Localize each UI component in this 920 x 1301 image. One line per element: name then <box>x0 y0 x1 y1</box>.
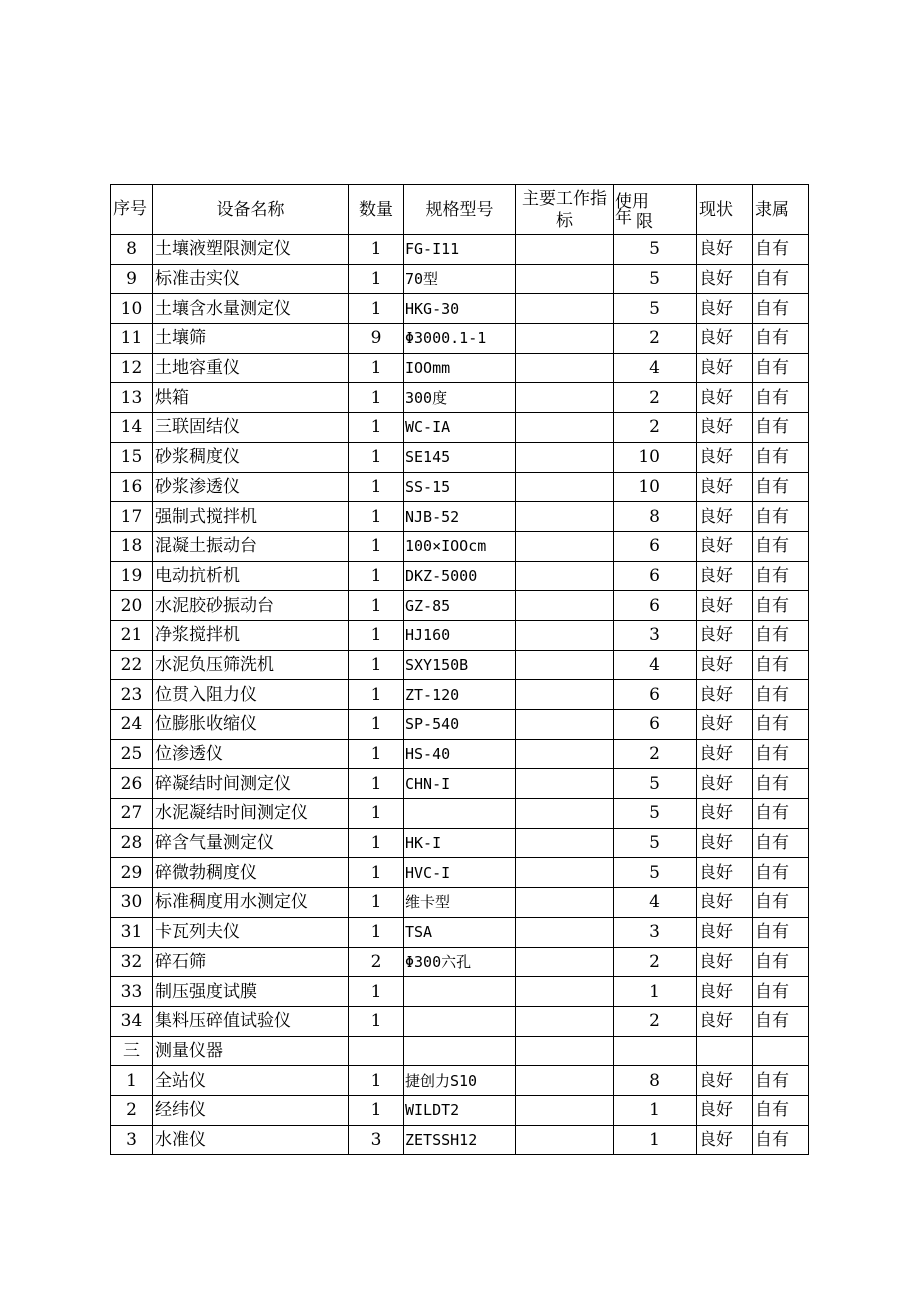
table-row <box>111 413 809 443</box>
cell-owner: 自有 <box>753 531 809 561</box>
cell-name: 标准稠度用水测定仪 <box>153 888 349 918</box>
cell-model: 捷创力S10 <box>404 1066 516 1096</box>
cell-years: 10 <box>614 472 697 502</box>
cell-status: 良好 <box>697 472 753 502</box>
cell-main-work <box>516 561 614 591</box>
cell-qty: 1 <box>349 680 404 710</box>
cell-qty: 1 <box>349 620 404 650</box>
cell-qty: 1 <box>349 769 404 799</box>
cell-owner: 自有 <box>753 1006 809 1036</box>
cell-model <box>404 1006 516 1036</box>
cell-owner: 自有 <box>753 1095 809 1125</box>
cell-qty: 9 <box>349 324 404 354</box>
cell-model: Φ3000.1-1 <box>404 324 516 354</box>
header-no: 序号 <box>111 185 153 235</box>
cell-years: 1 <box>614 1125 697 1155</box>
cell-status: 良好 <box>697 264 753 294</box>
cell-years: 1 <box>614 1095 697 1125</box>
table-row <box>111 294 809 324</box>
cell-name: 测量仪器 <box>153 1036 349 1066</box>
cell-status: 良好 <box>697 1066 753 1096</box>
cell-model: HVC-I <box>404 858 516 888</box>
cell-owner: 自有 <box>753 739 809 769</box>
cell-no: 20 <box>111 591 153 621</box>
cell-main-work <box>516 977 614 1007</box>
cell-status: 良好 <box>697 561 753 591</box>
table-row <box>111 680 809 710</box>
table-row <box>111 1006 809 1036</box>
cell-name: 水泥负压筛洗机 <box>153 650 349 680</box>
cell-years: 2 <box>614 324 697 354</box>
cell-main-work <box>516 1095 614 1125</box>
cell-owner: 自有 <box>753 1066 809 1096</box>
table-row <box>111 947 809 977</box>
cell-status: 良好 <box>697 888 753 918</box>
cell-owner: 自有 <box>753 383 809 413</box>
cell-qty: 1 <box>349 442 404 472</box>
cell-qty: 1 <box>349 353 404 383</box>
cell-model: SXY150B <box>404 650 516 680</box>
cell-years: 5 <box>614 799 697 829</box>
cell-owner: 自有 <box>753 294 809 324</box>
cell-years: 6 <box>614 680 697 710</box>
cell-owner: 自有 <box>753 561 809 591</box>
cell-years: 5 <box>614 769 697 799</box>
table-row <box>111 977 809 1007</box>
cell-status: 良好 <box>697 531 753 561</box>
table-row <box>111 442 809 472</box>
cell-qty: 1 <box>349 264 404 294</box>
cell-owner: 自有 <box>753 828 809 858</box>
cell-status: 良好 <box>697 353 753 383</box>
table-row <box>111 531 809 561</box>
cell-no: 8 <box>111 235 153 265</box>
cell-no: 15 <box>111 442 153 472</box>
cell-main-work <box>516 769 614 799</box>
cell-qty: 1 <box>349 650 404 680</box>
cell-status: 良好 <box>697 710 753 740</box>
header-years-line2: 年 <box>615 207 632 228</box>
cell-qty: 1 <box>349 888 404 918</box>
cell-main-work <box>516 858 614 888</box>
table-row <box>111 620 809 650</box>
cell-no: 32 <box>111 947 153 977</box>
cell-main-work <box>516 472 614 502</box>
table-row <box>111 591 809 621</box>
cell-owner <box>753 1036 809 1066</box>
cell-owner: 自有 <box>753 977 809 1007</box>
cell-qty: 1 <box>349 858 404 888</box>
cell-name: 砂浆渗透仪 <box>153 472 349 502</box>
cell-qty: 1 <box>349 739 404 769</box>
cell-name: 碎石筛 <box>153 947 349 977</box>
cell-owner: 自有 <box>753 799 809 829</box>
cell-name: 三联固结仪 <box>153 413 349 443</box>
cell-years: 10 <box>614 442 697 472</box>
table-body <box>111 235 809 1155</box>
cell-years: 4 <box>614 650 697 680</box>
cell-owner: 自有 <box>753 591 809 621</box>
cell-status: 良好 <box>697 294 753 324</box>
cell-main-work <box>516 739 614 769</box>
cell-name: 位渗透仪 <box>153 739 349 769</box>
cell-years: 5 <box>614 828 697 858</box>
header-name: 设备名称 <box>153 185 349 235</box>
cell-main-work <box>516 264 614 294</box>
cell-name: 砂浆稠度仪 <box>153 442 349 472</box>
cell-owner: 自有 <box>753 888 809 918</box>
cell-name: 强制式搅拌机 <box>153 502 349 532</box>
header-main-work: 主要工作指标 <box>516 185 614 235</box>
cell-model <box>404 977 516 1007</box>
cell-no: 12 <box>111 353 153 383</box>
cell-model: WC-IA <box>404 413 516 443</box>
cell-status: 良好 <box>697 442 753 472</box>
table-row <box>111 739 809 769</box>
cell-name: 卡瓦列夫仪 <box>153 917 349 947</box>
cell-years: 5 <box>614 858 697 888</box>
cell-name: 碎含气量测定仪 <box>153 828 349 858</box>
cell-model: TSA <box>404 917 516 947</box>
table-row <box>111 1066 809 1096</box>
cell-qty: 1 <box>349 799 404 829</box>
cell-name: 土壤含水量测定仪 <box>153 294 349 324</box>
cell-main-work <box>516 1066 614 1096</box>
cell-model: 维卡型 <box>404 888 516 918</box>
cell-status: 良好 <box>697 769 753 799</box>
cell-qty: 1 <box>349 294 404 324</box>
table-row <box>111 383 809 413</box>
cell-model: WILDT2 <box>404 1095 516 1125</box>
cell-name: 碎凝结时间测定仪 <box>153 769 349 799</box>
equipment-table <box>110 184 809 1155</box>
cell-main-work <box>516 710 614 740</box>
header-years-line1: 使用 <box>615 191 649 212</box>
cell-status: 良好 <box>697 1125 753 1155</box>
cell-no: 26 <box>111 769 153 799</box>
cell-main-work <box>516 680 614 710</box>
cell-qty: 1 <box>349 502 404 532</box>
cell-status: 良好 <box>697 413 753 443</box>
header-status: 现状 <box>697 185 753 235</box>
cell-owner: 自有 <box>753 620 809 650</box>
header-model: 规格型号 <box>404 185 516 235</box>
cell-model: SE145 <box>404 442 516 472</box>
cell-years: 5 <box>614 294 697 324</box>
cell-main-work <box>516 235 614 265</box>
cell-no: 3 <box>111 1125 153 1155</box>
cell-model: GZ-85 <box>404 591 516 621</box>
header-owner: 隶属 <box>753 185 809 235</box>
cell-model: HKG-30 <box>404 294 516 324</box>
cell-model: FG-I11 <box>404 235 516 265</box>
cell-years: 6 <box>614 531 697 561</box>
table-row <box>111 858 809 888</box>
cell-model: HK-I <box>404 828 516 858</box>
cell-qty: 3 <box>349 1125 404 1155</box>
cell-main-work <box>516 650 614 680</box>
cell-no: 9 <box>111 264 153 294</box>
cell-years: 8 <box>614 1066 697 1096</box>
cell-no: 27 <box>111 799 153 829</box>
header-years-line3: 限 <box>636 211 653 232</box>
cell-status: 良好 <box>697 917 753 947</box>
cell-status: 良好 <box>697 502 753 532</box>
cell-status: 良好 <box>697 680 753 710</box>
cell-qty: 1 <box>349 710 404 740</box>
cell-main-work <box>516 799 614 829</box>
table-row <box>111 1036 809 1066</box>
cell-status: 良好 <box>697 591 753 621</box>
table-row <box>111 264 809 294</box>
cell-no: 16 <box>111 472 153 502</box>
cell-years: 2 <box>614 1006 697 1036</box>
cell-name: 水准仪 <box>153 1125 349 1155</box>
cell-qty: 1 <box>349 413 404 443</box>
cell-status: 良好 <box>697 799 753 829</box>
cell-owner: 自有 <box>753 1125 809 1155</box>
cell-qty: 2 <box>349 947 404 977</box>
cell-no: 22 <box>111 650 153 680</box>
cell-qty: 1 <box>349 472 404 502</box>
cell-years: 2 <box>614 739 697 769</box>
cell-model: NJB-52 <box>404 502 516 532</box>
cell-main-work <box>516 294 614 324</box>
cell-status: 良好 <box>697 650 753 680</box>
cell-main-work <box>516 1006 614 1036</box>
cell-years: 3 <box>614 620 697 650</box>
cell-status: 良好 <box>697 947 753 977</box>
cell-qty: 1 <box>349 828 404 858</box>
cell-no: 29 <box>111 858 153 888</box>
cell-no: 13 <box>111 383 153 413</box>
cell-owner: 自有 <box>753 502 809 532</box>
cell-status: 良好 <box>697 828 753 858</box>
cell-status: 良好 <box>697 1095 753 1125</box>
cell-model: Φ300六孔 <box>404 947 516 977</box>
cell-main-work <box>516 502 614 532</box>
cell-name: 烘箱 <box>153 383 349 413</box>
cell-status: 良好 <box>697 620 753 650</box>
cell-name: 电动抗析机 <box>153 561 349 591</box>
cell-years: 2 <box>614 413 697 443</box>
cell-owner: 自有 <box>753 917 809 947</box>
cell-no: 34 <box>111 1006 153 1036</box>
cell-years: 4 <box>614 353 697 383</box>
cell-main-work <box>516 442 614 472</box>
cell-model: 70型 <box>404 264 516 294</box>
cell-years: 3 <box>614 917 697 947</box>
cell-no: 33 <box>111 977 153 1007</box>
cell-no: 10 <box>111 294 153 324</box>
cell-qty: 1 <box>349 531 404 561</box>
header-years <box>614 185 697 235</box>
cell-model: ZETSSH12 <box>404 1125 516 1155</box>
cell-main-work <box>516 888 614 918</box>
table-row <box>111 561 809 591</box>
cell-name: 土壤液塑限测定仪 <box>153 235 349 265</box>
cell-years: 2 <box>614 383 697 413</box>
table-row <box>111 917 809 947</box>
cell-model: CHN-I <box>404 769 516 799</box>
cell-qty: 1 <box>349 235 404 265</box>
cell-qty: 1 <box>349 383 404 413</box>
table-row <box>111 472 809 502</box>
table-row <box>111 769 809 799</box>
cell-main-work <box>516 413 614 443</box>
cell-name: 土地容重仪 <box>153 353 349 383</box>
cell-years: 5 <box>614 235 697 265</box>
cell-years: 6 <box>614 561 697 591</box>
cell-owner: 自有 <box>753 324 809 354</box>
table-row <box>111 710 809 740</box>
cell-no: 28 <box>111 828 153 858</box>
header-row <box>111 185 809 235</box>
cell-owner: 自有 <box>753 710 809 740</box>
cell-main-work <box>516 353 614 383</box>
cell-no: 24 <box>111 710 153 740</box>
cell-main-work <box>516 620 614 650</box>
cell-qty: 1 <box>349 591 404 621</box>
cell-qty: 1 <box>349 1006 404 1036</box>
cell-qty: 1 <box>349 1066 404 1096</box>
cell-model: DKZ-5000 <box>404 561 516 591</box>
cell-owner: 自有 <box>753 858 809 888</box>
cell-name: 碎微勃稠度仪 <box>153 858 349 888</box>
cell-owner: 自有 <box>753 264 809 294</box>
cell-years: 4 <box>614 888 697 918</box>
cell-qty: 1 <box>349 561 404 591</box>
cell-name: 水泥凝结时间测定仪 <box>153 799 349 829</box>
cell-no: 19 <box>111 561 153 591</box>
cell-main-work <box>516 1125 614 1155</box>
cell-status: 良好 <box>697 383 753 413</box>
cell-name: 水泥胶砂振动台 <box>153 591 349 621</box>
cell-status <box>697 1036 753 1066</box>
cell-owner: 自有 <box>753 353 809 383</box>
table-row <box>111 1095 809 1125</box>
cell-no: 2 <box>111 1095 153 1125</box>
cell-no: 18 <box>111 531 153 561</box>
cell-owner: 自有 <box>753 235 809 265</box>
cell-owner: 自有 <box>753 442 809 472</box>
cell-owner: 自有 <box>753 947 809 977</box>
cell-years: 6 <box>614 710 697 740</box>
cell-name: 位贯入阻力仪 <box>153 680 349 710</box>
cell-years: 1 <box>614 977 697 1007</box>
cell-qty: 1 <box>349 1095 404 1125</box>
cell-name: 制压强度试膜 <box>153 977 349 1007</box>
cell-qty <box>349 1036 404 1066</box>
cell-no: 23 <box>111 680 153 710</box>
cell-model: HJ160 <box>404 620 516 650</box>
cell-model: HS-40 <box>404 739 516 769</box>
cell-owner: 自有 <box>753 680 809 710</box>
cell-model: 300度 <box>404 383 516 413</box>
cell-owner: 自有 <box>753 650 809 680</box>
cell-main-work <box>516 324 614 354</box>
cell-status: 良好 <box>697 1006 753 1036</box>
cell-years: 5 <box>614 264 697 294</box>
cell-name: 净浆搅拌机 <box>153 620 349 650</box>
cell-owner: 自有 <box>753 472 809 502</box>
cell-name: 土壤筛 <box>153 324 349 354</box>
cell-model: SP-540 <box>404 710 516 740</box>
table-row <box>111 1125 809 1155</box>
cell-no: 17 <box>111 502 153 532</box>
table-row <box>111 828 809 858</box>
cell-name: 混凝土振动台 <box>153 531 349 561</box>
cell-model <box>404 1036 516 1066</box>
cell-no: 三 <box>111 1036 153 1066</box>
cell-model: ZT-120 <box>404 680 516 710</box>
cell-name: 经纬仪 <box>153 1095 349 1125</box>
cell-main-work <box>516 947 614 977</box>
cell-model: 100×IOOcm <box>404 531 516 561</box>
cell-no: 11 <box>111 324 153 354</box>
cell-qty: 1 <box>349 917 404 947</box>
cell-model <box>404 799 516 829</box>
table-row <box>111 502 809 532</box>
cell-years <box>614 1036 697 1066</box>
cell-main-work <box>516 383 614 413</box>
table-row <box>111 324 809 354</box>
cell-qty: 1 <box>349 977 404 1007</box>
cell-model: IOOmm <box>404 353 516 383</box>
cell-name: 位膨胀收缩仪 <box>153 710 349 740</box>
cell-name: 标准击实仪 <box>153 264 349 294</box>
cell-main-work <box>516 591 614 621</box>
cell-main-work <box>516 828 614 858</box>
cell-main-work <box>516 917 614 947</box>
cell-model: SS-15 <box>404 472 516 502</box>
cell-no: 14 <box>111 413 153 443</box>
table-row <box>111 235 809 265</box>
cell-status: 良好 <box>697 235 753 265</box>
table-row <box>111 353 809 383</box>
cell-main-work <box>516 531 614 561</box>
cell-years: 2 <box>614 947 697 977</box>
table-row <box>111 888 809 918</box>
cell-name: 全站仪 <box>153 1066 349 1096</box>
cell-no: 31 <box>111 917 153 947</box>
cell-no: 30 <box>111 888 153 918</box>
table-row <box>111 799 809 829</box>
cell-years: 8 <box>614 502 697 532</box>
cell-no: 21 <box>111 620 153 650</box>
cell-name: 集料压碎值试验仪 <box>153 1006 349 1036</box>
cell-main-work <box>516 1036 614 1066</box>
header-qty: 数量 <box>349 185 404 235</box>
cell-status: 良好 <box>697 324 753 354</box>
cell-status: 良好 <box>697 739 753 769</box>
cell-no: 25 <box>111 739 153 769</box>
cell-no: 1 <box>111 1066 153 1096</box>
cell-owner: 自有 <box>753 413 809 443</box>
cell-years: 6 <box>614 591 697 621</box>
cell-owner: 自有 <box>753 769 809 799</box>
table-row <box>111 650 809 680</box>
cell-status: 良好 <box>697 977 753 1007</box>
cell-status: 良好 <box>697 858 753 888</box>
